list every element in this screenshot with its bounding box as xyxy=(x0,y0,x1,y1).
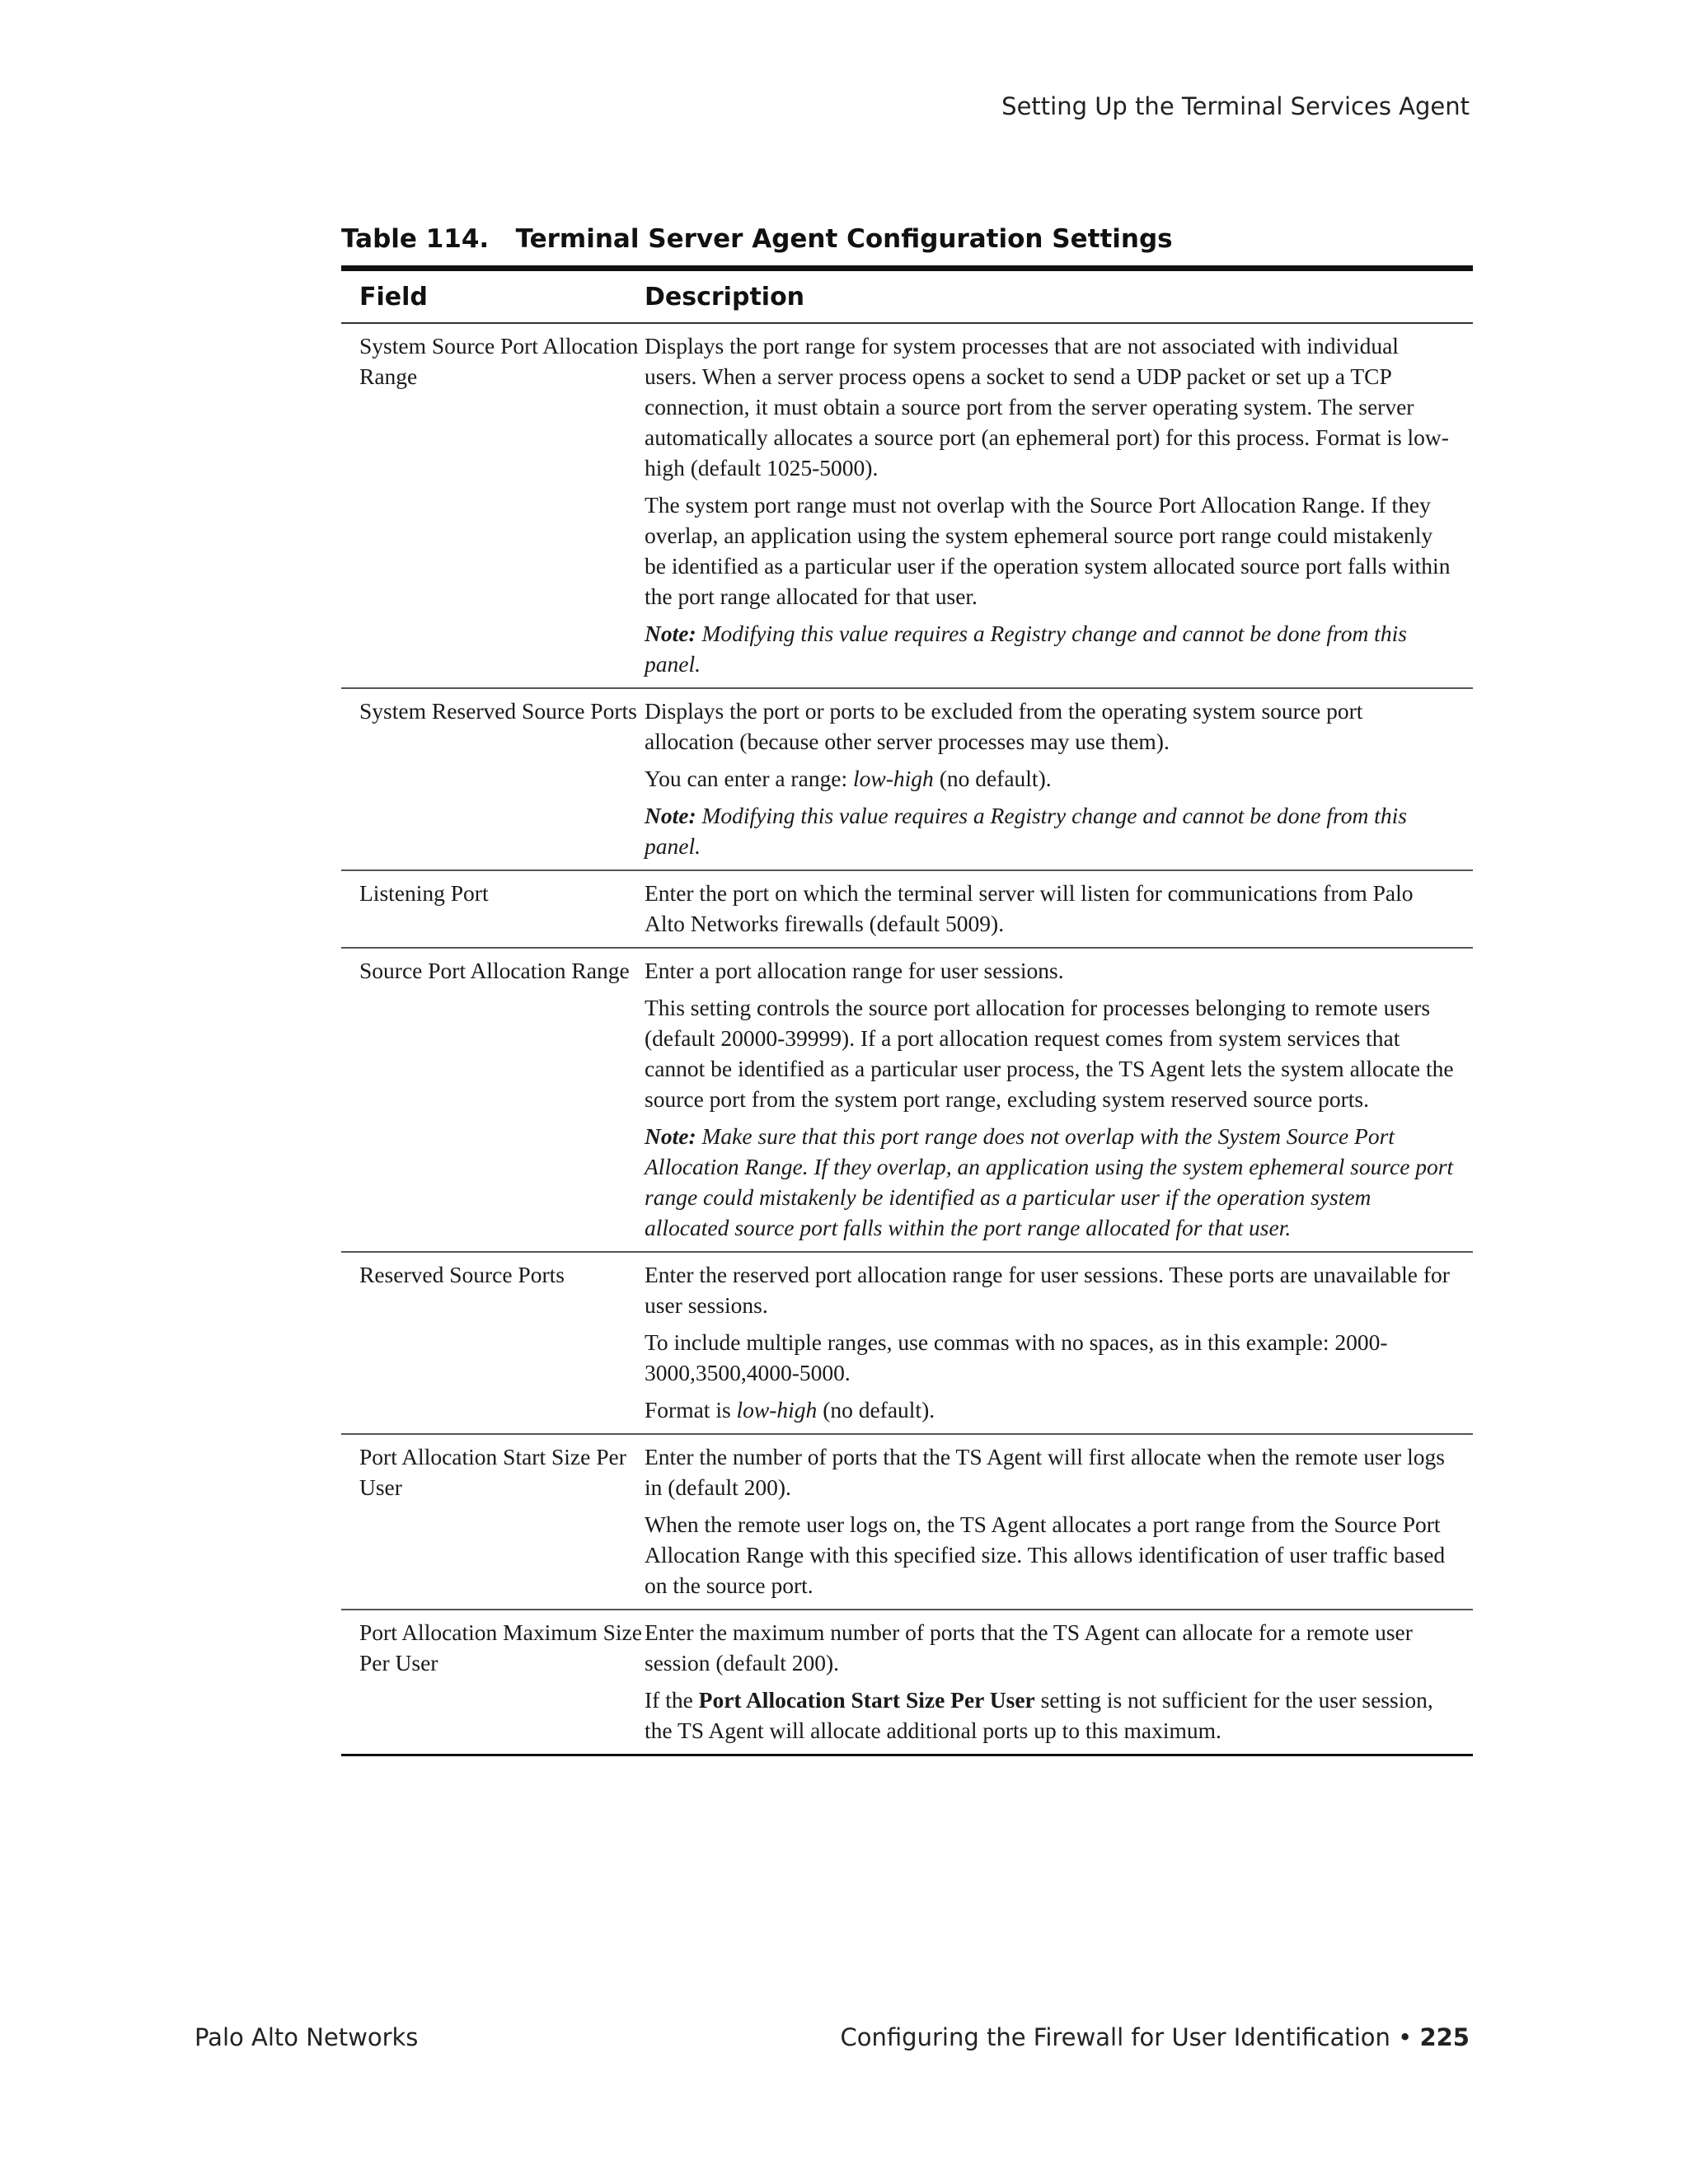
description-cell xyxy=(645,696,1473,861)
table-row xyxy=(341,871,1473,949)
field-cell: Source Port Allocation Range xyxy=(359,958,630,983)
bold-run: Port Allocation Start Size Per User xyxy=(698,1687,1035,1713)
description-paragraph: Enter the maximum number of ports that the TS Agent can allocate for a remote user session (default 200). xyxy=(645,1619,1413,1675)
description-paragraph: When the remote user logs on, the TS Agent allocates a port range from the Source Port Allocation Range with this specified size. This allows identification of user traffic based on the source port. xyxy=(645,1511,1446,1598)
description-paragraph xyxy=(645,1394,1456,1425)
field-cell: System Source Port Allocation Range xyxy=(359,333,639,389)
field-cell: Reserved Source Ports xyxy=(359,1262,565,1287)
description-paragraph: Enter the port on which the terminal server will listen for communications from Palo Alto Networks firewalls (default 5009). xyxy=(645,880,1414,936)
column-header-description: Description xyxy=(645,282,805,312)
field-cell: Port Allocation Maximum Size Per User xyxy=(359,1619,642,1675)
description-paragraph: Enter the reserved port allocation range for user sessions. These ports are unavailable for user sessions. xyxy=(645,1262,1450,1318)
table-header-row xyxy=(341,271,1473,324)
table-row xyxy=(341,689,1473,871)
description-cell xyxy=(645,955,1473,1243)
description-cell xyxy=(645,1617,1473,1746)
page-number: 225 xyxy=(1419,2023,1470,2051)
footer-section xyxy=(841,2023,1470,2051)
description-cell xyxy=(645,330,1473,679)
text-run: (no default). xyxy=(817,1397,935,1422)
description-paragraph: Displays the port range for system processes that are not associated with individual users. When a server process opens a socket to send a UDP packet or set up a TCP connection, it must obtain a source port from the server operating system. The server automatically allocates a source port (an ephemeral port) for this process. Format is low-high (default 1025-5000). xyxy=(645,333,1449,480)
text-run: Format is xyxy=(645,1397,737,1422)
note-label: Note: xyxy=(645,1123,696,1149)
note-text: Modifying this value requires a Registry change and cannot be done from this panel. xyxy=(645,803,1407,859)
table-caption-number: Table 114. xyxy=(341,224,490,254)
table-row xyxy=(341,1435,1473,1610)
table-caption-title: Terminal Server Agent Configuration Settings xyxy=(515,224,1173,254)
description-paragraph: The system port range must not overlap with the Source Port Allocation Range. If they overlap, an application using the system ephemeral source port range could mistakenly be identified as a particular user if the operation system allocated source port falls within the port range allocated for that user. xyxy=(645,492,1451,609)
table-row xyxy=(341,324,1473,689)
table-row xyxy=(341,949,1473,1253)
text-run: You can enter a range: xyxy=(645,766,854,791)
note-text: Make sure that this port range does not overlap with the System Source Port Allocation Range. If they overlap, an application using the system ephemeral source port range could mistakenly be identified as a particular user if the operation system allocated source port falls within the port range allocated for that user. xyxy=(645,1123,1454,1240)
table-row xyxy=(341,1253,1473,1435)
note-paragraph xyxy=(645,1121,1456,1243)
description-cell xyxy=(645,1441,1473,1601)
description-cell xyxy=(645,1259,1473,1425)
table-caption xyxy=(341,224,1173,254)
field-cell: System Reserved Source Ports xyxy=(359,698,637,724)
settings-table xyxy=(341,265,1473,1756)
description-paragraph xyxy=(645,1685,1456,1746)
description-paragraph: Enter a port allocation range for user sessions. xyxy=(645,958,1064,983)
italic-run: low-high xyxy=(736,1397,818,1422)
table-row xyxy=(341,1610,1473,1756)
note-label: Note: xyxy=(645,621,696,646)
footer-section-title: Configuring the Firewall for User Identification • xyxy=(840,2023,1420,2051)
text-run: (no default). xyxy=(933,766,1052,791)
description-paragraph: To include multiple ranges, use commas with no spaces, as in this example: 2000-3000,3500,4000-5000. xyxy=(645,1329,1388,1385)
field-cell: Listening Port xyxy=(359,880,489,906)
column-header-field: Field xyxy=(359,282,428,312)
note-paragraph xyxy=(645,800,1456,861)
italic-run: low-high xyxy=(853,766,934,791)
note-paragraph xyxy=(645,618,1456,679)
field-cell: Port Allocation Start Size Per User xyxy=(359,1444,626,1500)
text-run: setting is not sufficient for the user session, the TS Agent will allocate additional ports up to this maximum. xyxy=(645,1687,1433,1743)
note-label: Note: xyxy=(645,803,696,828)
running-header: Setting Up the Terminal Services Agent xyxy=(1001,92,1470,120)
description-paragraph xyxy=(645,763,1456,794)
description-paragraph: This setting controls the source port allocation for processes belonging to remote users (default 20000-39999). If a port allocation request comes from system services that cannot be identified as a particular user process, the TS Agent lets the system allocate the source port from the system port range, excluding system reserved source ports. xyxy=(645,995,1454,1112)
description-paragraph: Enter the number of ports that the TS Agent will first allocate when the remote user logs in (default 200). xyxy=(645,1444,1445,1500)
footer-company: Palo Alto Networks xyxy=(195,2023,419,2051)
note-text: Modifying this value requires a Registry change and cannot be done from this panel. xyxy=(645,621,1407,677)
text-run: If the xyxy=(645,1687,699,1713)
description-cell xyxy=(645,878,1473,939)
description-paragraph: Displays the port or ports to be excluded from the operating system source port allocation (because other server processes may use them). xyxy=(645,698,1363,754)
